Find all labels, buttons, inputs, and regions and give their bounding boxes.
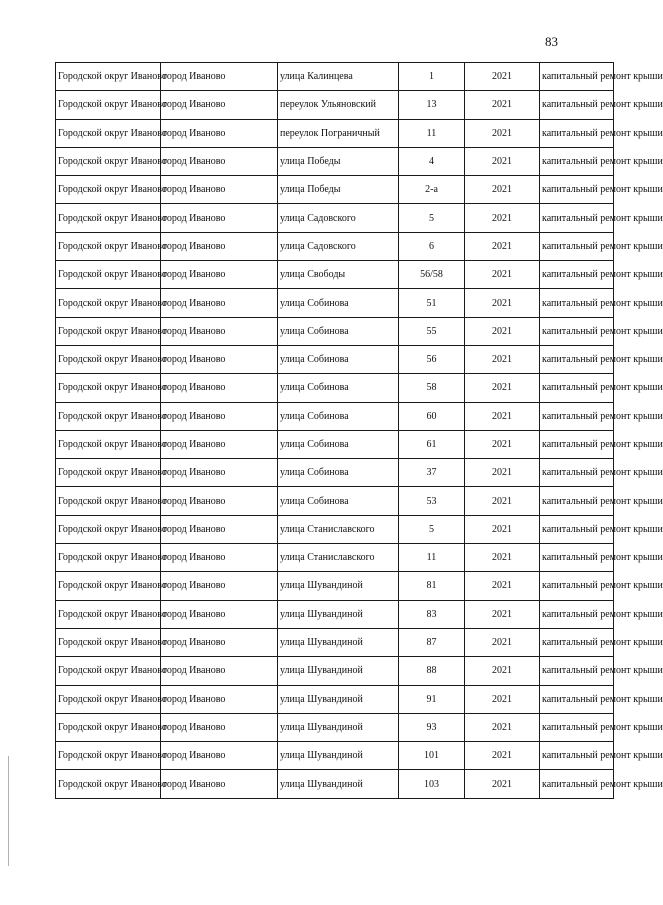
street-cell: улица Собинова [278, 345, 399, 373]
year-cell: 2021 [465, 204, 540, 232]
city-cell: город Иваново [161, 63, 278, 91]
table-row [56, 628, 614, 656]
city-cell: город Иваново [161, 657, 278, 685]
city-cell: город Иваново [161, 374, 278, 402]
table-row [56, 487, 614, 515]
work-type-cell: капитальный ремонт крыши [540, 770, 614, 798]
district-cell: Городской округ Иваново [56, 544, 161, 572]
street-cell: улица Садовского [278, 232, 399, 260]
street-cell: улица Победы [278, 147, 399, 175]
street-cell: улица Свободы [278, 261, 399, 289]
table-row [56, 657, 614, 685]
year-cell: 2021 [465, 289, 540, 317]
house-number-cell: 93 [399, 713, 465, 741]
district-cell: Городской округ Иваново [56, 713, 161, 741]
house-number-cell: 81 [399, 572, 465, 600]
district-cell: Городской округ Иваново [56, 628, 161, 656]
house-number-cell: 37 [399, 459, 465, 487]
work-type-cell: капитальный ремонт крыши [540, 459, 614, 487]
house-number-cell: 4 [399, 147, 465, 175]
table-row [56, 204, 614, 232]
year-cell: 2021 [465, 317, 540, 345]
table-row [56, 261, 614, 289]
work-type-cell: капитальный ремонт крыши [540, 345, 614, 373]
district-cell: Городской округ Иваново [56, 657, 161, 685]
city-cell: город Иваново [161, 742, 278, 770]
house-number-cell: 56 [399, 345, 465, 373]
year-cell: 2021 [465, 600, 540, 628]
table-row [56, 742, 614, 770]
street-cell: улица Калинцева [278, 63, 399, 91]
house-number-cell: 5 [399, 204, 465, 232]
year-cell: 2021 [465, 232, 540, 260]
city-cell: город Иваново [161, 459, 278, 487]
work-type-cell: капитальный ремонт крыши [540, 572, 614, 600]
house-number-cell: 101 [399, 742, 465, 770]
house-number-cell: 60 [399, 402, 465, 430]
district-cell: Городской округ Иваново [56, 515, 161, 543]
street-cell: переулок Ульяновский [278, 91, 399, 119]
district-cell: Городской округ Иваново [56, 63, 161, 91]
work-type-cell: капитальный ремонт крыши [540, 487, 614, 515]
street-cell: улица Победы [278, 176, 399, 204]
district-cell: Городской округ Иваново [56, 430, 161, 458]
district-cell: Городской округ Иваново [56, 600, 161, 628]
city-cell: город Иваново [161, 402, 278, 430]
table-row [56, 459, 614, 487]
house-number-cell: 11 [399, 119, 465, 147]
year-cell: 2021 [465, 544, 540, 572]
street-cell: улица Собинова [278, 459, 399, 487]
street-cell: улица Шувандиной [278, 600, 399, 628]
street-cell: улица Садовского [278, 204, 399, 232]
work-type-cell: капитальный ремонт крыши [540, 261, 614, 289]
district-cell: Городской округ Иваново [56, 459, 161, 487]
work-type-cell: капитальный ремонт крыши [540, 628, 614, 656]
district-cell: Городской округ Иваново [56, 402, 161, 430]
street-cell: улица Шувандиной [278, 770, 399, 798]
street-cell: улица Собинова [278, 430, 399, 458]
table-row [56, 685, 614, 713]
work-type-cell: капитальный ремонт крыши [540, 713, 614, 741]
year-cell: 2021 [465, 487, 540, 515]
table-row [56, 63, 614, 91]
year-cell: 2021 [465, 176, 540, 204]
district-cell: Городской округ Иваново [56, 317, 161, 345]
street-cell: улица Станиславского [278, 515, 399, 543]
scan-margin-line [8, 756, 9, 866]
city-cell: город Иваново [161, 147, 278, 175]
house-number-cell: 1 [399, 63, 465, 91]
year-cell: 2021 [465, 402, 540, 430]
table-row [56, 119, 614, 147]
house-number-cell: 5 [399, 515, 465, 543]
work-type-cell: капитальный ремонт крыши [540, 119, 614, 147]
district-cell: Городской округ Иваново [56, 119, 161, 147]
city-cell: город Иваново [161, 232, 278, 260]
city-cell: город Иваново [161, 119, 278, 147]
year-cell: 2021 [465, 713, 540, 741]
district-cell: Городской округ Иваново [56, 374, 161, 402]
registry-body [56, 63, 663, 799]
city-cell: город Иваново [161, 176, 278, 204]
district-cell: Городской округ Иваново [56, 176, 161, 204]
work-type-cell: капитальный ремонт крыши [540, 685, 614, 713]
house-number-cell: 103 [399, 770, 465, 798]
work-type-cell: капитальный ремонт крыши [540, 600, 614, 628]
year-cell: 2021 [465, 572, 540, 600]
year-cell: 2021 [465, 515, 540, 543]
year-cell: 2021 [465, 374, 540, 402]
table-row [56, 289, 614, 317]
house-number-cell: 91 [399, 685, 465, 713]
work-type-cell: капитальный ремонт крыши [540, 742, 614, 770]
district-cell: Городской округ Иваново [56, 487, 161, 515]
city-cell: город Иваново [161, 544, 278, 572]
street-cell: улица Шувандиной [278, 713, 399, 741]
district-cell: Городской округ Иваново [56, 232, 161, 260]
street-cell: переулок Пограничный [278, 119, 399, 147]
year-cell: 2021 [465, 147, 540, 175]
district-cell: Городской округ Иваново [56, 345, 161, 373]
street-cell: улица Шувандиной [278, 742, 399, 770]
district-cell: Городской округ Иваново [56, 289, 161, 317]
house-number-cell: 55 [399, 317, 465, 345]
year-cell: 2021 [465, 685, 540, 713]
work-type-cell: капитальный ремонт крыши [540, 147, 614, 175]
street-cell: улица Шувандиной [278, 657, 399, 685]
city-cell: город Иваново [161, 713, 278, 741]
table-row [56, 345, 614, 373]
building-registry-table [55, 62, 663, 799]
table-row [56, 600, 614, 628]
street-cell: улица Шувандиной [278, 572, 399, 600]
city-cell: город Иваново [161, 572, 278, 600]
table-row [56, 430, 614, 458]
table-row [56, 544, 614, 572]
work-type-cell: капитальный ремонт крыши [540, 402, 614, 430]
district-cell: Городской округ Иваново [56, 91, 161, 119]
work-type-cell: капитальный ремонт крыши [540, 515, 614, 543]
work-type-cell: капитальный ремонт крыши [540, 317, 614, 345]
city-cell: город Иваново [161, 261, 278, 289]
street-cell: улица Собинова [278, 317, 399, 345]
table-row [56, 770, 614, 798]
year-cell: 2021 [465, 345, 540, 373]
house-number-cell: 11 [399, 544, 465, 572]
table-row [56, 232, 614, 260]
house-number-cell: 2-а [399, 176, 465, 204]
year-cell: 2021 [465, 657, 540, 685]
year-cell: 2021 [465, 261, 540, 289]
city-cell: город Иваново [161, 685, 278, 713]
district-cell: Городской округ Иваново [56, 770, 161, 798]
year-cell: 2021 [465, 459, 540, 487]
city-cell: город Иваново [161, 289, 278, 317]
table-row [56, 317, 614, 345]
district-cell: Городской округ Иваново [56, 147, 161, 175]
district-cell: Городской округ Иваново [56, 572, 161, 600]
house-number-cell: 6 [399, 232, 465, 260]
street-cell: улица Собинова [278, 289, 399, 317]
house-number-cell: 61 [399, 430, 465, 458]
work-type-cell: капитальный ремонт крыши [540, 204, 614, 232]
page-number: 83 [545, 34, 558, 49]
street-cell: улица Станиславского [278, 544, 399, 572]
work-type-cell: капитальный ремонт крыши [540, 374, 614, 402]
table-row [56, 572, 614, 600]
table-row [56, 713, 614, 741]
work-type-cell: капитальный ремонт крыши [540, 232, 614, 260]
work-type-cell: капитальный ремонт крыши [540, 430, 614, 458]
house-number-cell: 56/58 [399, 261, 465, 289]
house-number-cell: 53 [399, 487, 465, 515]
work-type-cell: капитальный ремонт крыши [540, 63, 614, 91]
district-cell: Городской округ Иваново [56, 742, 161, 770]
year-cell: 2021 [465, 119, 540, 147]
year-cell: 2021 [465, 91, 540, 119]
city-cell: город Иваново [161, 600, 278, 628]
work-type-cell: капитальный ремонт крыши [540, 544, 614, 572]
table-row [56, 515, 614, 543]
table-row [56, 176, 614, 204]
street-cell: улица Шувандиной [278, 685, 399, 713]
work-type-cell: капитальный ремонт крыши [540, 289, 614, 317]
city-cell: город Иваново [161, 515, 278, 543]
house-number-cell: 87 [399, 628, 465, 656]
street-cell: улица Собинова [278, 374, 399, 402]
work-type-cell: капитальный ремонт крыши [540, 657, 614, 685]
table-row [56, 147, 614, 175]
district-cell: Городской округ Иваново [56, 204, 161, 232]
year-cell: 2021 [465, 770, 540, 798]
work-type-cell: капитальный ремонт крыши [540, 176, 614, 204]
house-number-cell: 58 [399, 374, 465, 402]
city-cell: город Иваново [161, 430, 278, 458]
city-cell: город Иваново [161, 487, 278, 515]
city-cell: город Иваново [161, 770, 278, 798]
city-cell: город Иваново [161, 204, 278, 232]
year-cell: 2021 [465, 430, 540, 458]
work-type-cell: капитальный ремонт крыши [540, 91, 614, 119]
district-cell: Городской округ Иваново [56, 261, 161, 289]
street-cell: улица Собинова [278, 402, 399, 430]
street-cell: улица Собинова [278, 487, 399, 515]
year-cell: 2021 [465, 742, 540, 770]
year-cell: 2021 [465, 63, 540, 91]
year-cell: 2021 [465, 628, 540, 656]
street-cell: улица Шувандиной [278, 628, 399, 656]
house-number-cell: 88 [399, 657, 465, 685]
city-cell: город Иваново [161, 345, 278, 373]
house-number-cell: 51 [399, 289, 465, 317]
city-cell: город Иваново [161, 91, 278, 119]
city-cell: город Иваново [161, 317, 278, 345]
table-row [56, 91, 614, 119]
table-row [56, 402, 614, 430]
district-cell: Городской округ Иваново [56, 685, 161, 713]
city-cell: город Иваново [161, 628, 278, 656]
house-number-cell: 83 [399, 600, 465, 628]
table-row [56, 374, 614, 402]
house-number-cell: 13 [399, 91, 465, 119]
